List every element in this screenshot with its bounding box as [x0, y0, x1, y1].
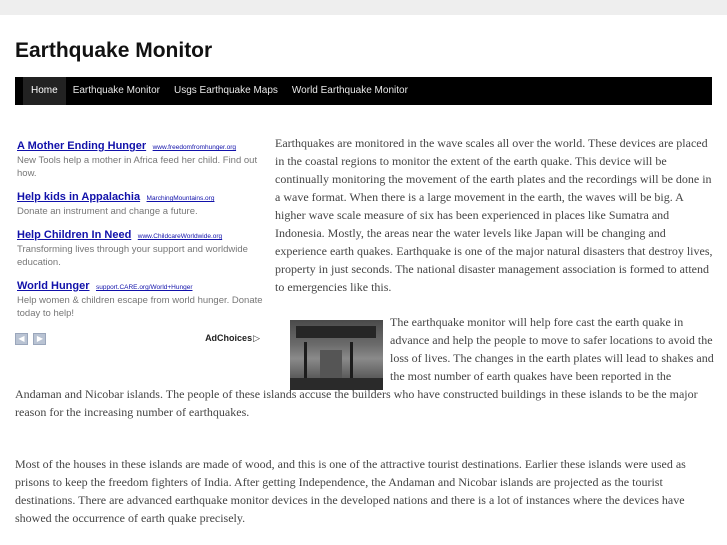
main-nav — [15, 77, 712, 105]
nav-item-earthquake-monitor[interactable]: Earthquake Monitor — [72, 85, 160, 96]
article-paragraph-1: Earthquakes are monitored in the wave scales all over the world. These devices are placed in the coastal regions to monitor the extent of the earth quake. This device will be continually monitoring the movement of the earth plates and the recordings will be done in a wave format. When there is a large movement in the earth, the waves will be big. A higher wave scale measure of six has been experienced in places like Sumatra and Indonesia. Mostly, the areas near the water levels like Japan will be changing and experience earth quakes. Earthquake is one of the major natural disasters that destroy lives, property in just seconds. The national disaster management association is formed to attend to emergencies like this. — [275, 136, 713, 294]
nav-item-usgs-earthquake-maps[interactable]: Usgs Earthquake Maps — [173, 85, 278, 96]
article-paragraph-3: Most of the houses in these islands are made of wood, and this is one of the attractive tourist destinations. Earlier these islands were used as prisons to keep the freedom fighters of India. After getting Independence, the Andaman and Nicobar islands are projected as the tourist destinations. There are advanced earthquake monitor devices in the developed nations and there is a lot of instances where the devices have showed the occurrence of earth quake precisely. — [15, 457, 686, 525]
adchoices-label: AdChoices — [205, 333, 253, 343]
ad-url-link[interactable]: www.freedomfromhunger.org — [152, 144, 237, 151]
ad-block — [15, 138, 265, 329]
ad-title-link[interactable]: A Mother Ending Hunger — [17, 140, 147, 152]
ad-item — [15, 138, 265, 180]
ad-item — [15, 189, 265, 218]
ad-description: Donate an instrument and change a future. — [17, 206, 198, 217]
ad-title-link[interactable]: World Hunger — [17, 280, 90, 292]
ad-prev-arrow-icon[interactable]: ◀ — [15, 333, 28, 345]
ad-description: Help women & children escape from world hunger. Donate today to help! — [17, 295, 263, 319]
article-paragraph-2-text: The earthquake monitor will help fore cast the earth quake in advance and help the people to move to safer locations to avoid the loss of lives. The changes in the earth plates will lead to shakes and the most number of earth quakes have been reported in the Andaman and Nicobar islands. The people of these islands accuse the builders who have constructed buildings in these islands to be the major reason for the increasing number of earthquakes. — [15, 315, 714, 419]
article-paragraph-2 — [15, 313, 715, 421]
site-title[interactable]: Earthquake Monitor — [15, 39, 213, 62]
ad-url-link[interactable]: www.ChildcareWorldwide.org — [137, 233, 223, 240]
ad-url-link[interactable]: support.CARE.org/World+Hunger — [95, 284, 193, 291]
ad-title-link[interactable]: Help Children In Need — [17, 229, 132, 241]
ad-title-link[interactable]: Help kids in Appalachia — [17, 191, 141, 203]
nav-item-world-earthquake-monitor[interactable]: World Earthquake Monitor — [291, 85, 408, 96]
ad-description: Transforming lives through your support and worldwide education. — [17, 244, 248, 268]
ad-url-link[interactable]: MarchingMountains.org — [146, 195, 215, 202]
nav-item-home[interactable]: Home — [23, 77, 66, 105]
ad-description: New Tools help a mother in Africa feed her child. Find out how. — [17, 155, 258, 179]
adchoices-icon: ▷ — [253, 333, 260, 343]
ad-next-arrow-icon[interactable]: ▶ — [33, 333, 46, 345]
ad-item — [15, 227, 265, 269]
top-bar — [0, 0, 727, 15]
